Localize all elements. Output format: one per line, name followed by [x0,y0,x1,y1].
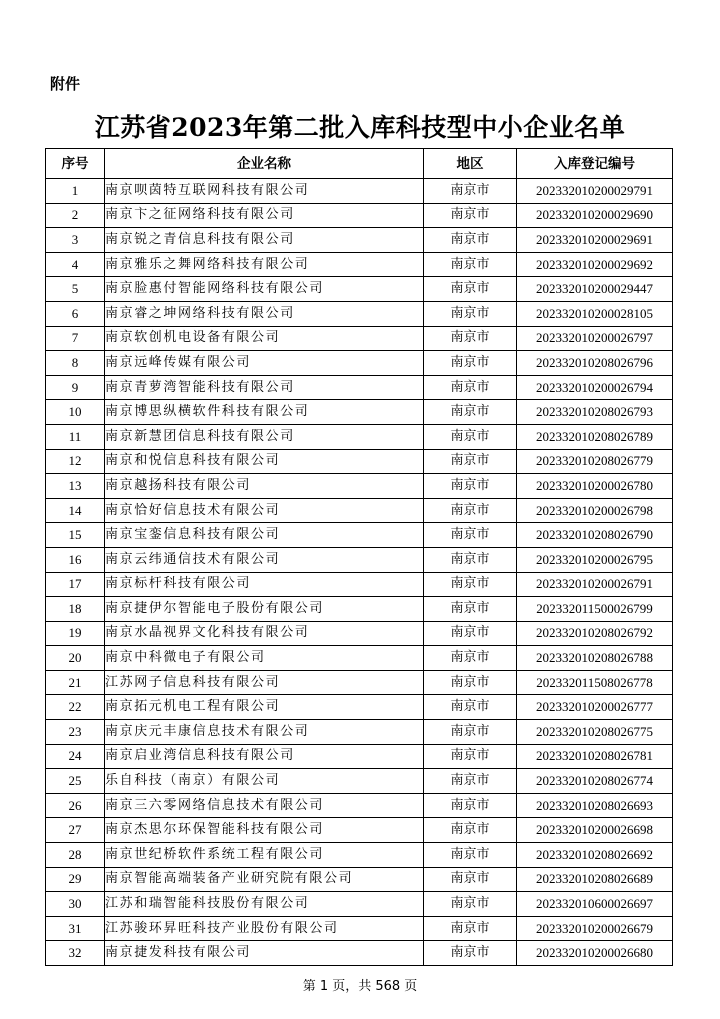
cell-enterprise-name: 南京新慧团信息科技有限公司 [105,424,424,449]
cell-serial-number: 25 [46,769,105,794]
cell-region: 南京市 [424,744,517,769]
table-header-row [46,149,673,179]
cell-region: 南京市 [424,769,517,794]
table-row [46,301,673,326]
cell-region: 南京市 [424,203,517,228]
table-row [46,547,673,572]
cell-enterprise-name: 南京水晶视界文化科技有限公司 [105,621,424,646]
cell-serial-number: 22 [46,695,105,720]
cell-registration-code: 202332011500026799 [517,597,673,622]
cell-registration-code: 202332010208026689 [517,867,673,892]
cell-enterprise-name: 南京博思纵横软件科技有限公司 [105,400,424,425]
cell-region: 南京市 [424,179,517,204]
cell-serial-number: 29 [46,867,105,892]
cell-enterprise-name: 南京宝銮信息科技有限公司 [105,523,424,548]
cell-enterprise-name: 南京呗茵特互联网科技有限公司 [105,179,424,204]
table-row [46,572,673,597]
table-row [46,326,673,351]
cell-serial-number: 10 [46,400,105,425]
cell-enterprise-name: 江苏和瑞智能科技股份有限公司 [105,892,424,917]
cell-registration-code: 202332010208026692 [517,843,673,868]
cell-region: 南京市 [424,646,517,671]
table-row [46,892,673,917]
cell-region: 南京市 [424,301,517,326]
table-row [46,252,673,277]
table-row [46,523,673,548]
cell-enterprise-name: 南京拓元机电工程有限公司 [105,695,424,720]
table-row [46,424,673,449]
cell-serial-number: 3 [46,228,105,253]
table-row [46,179,673,204]
cell-serial-number: 9 [46,375,105,400]
table-row [46,769,673,794]
cell-region: 南京市 [424,449,517,474]
cell-enterprise-name: 乐自科技（南京）有限公司 [105,769,424,794]
cell-region: 南京市 [424,547,517,572]
table-row [46,793,673,818]
cell-registration-code: 202332011508026778 [517,670,673,695]
cell-registration-code: 202332010200029447 [517,277,673,302]
cell-registration-code: 202332010208026775 [517,720,673,745]
cell-region: 南京市 [424,375,517,400]
cell-registration-code: 202332010200029692 [517,252,673,277]
cell-enterprise-name: 南京中科微电子有限公司 [105,646,424,671]
cell-enterprise-name: 南京脸惠付智能网络科技有限公司 [105,277,424,302]
cell-registration-code: 202332010208026779 [517,449,673,474]
cell-serial-number: 20 [46,646,105,671]
cell-region: 南京市 [424,621,517,646]
cell-region: 南京市 [424,572,517,597]
table-row [46,646,673,671]
cell-region: 南京市 [424,424,517,449]
cell-region: 南京市 [424,867,517,892]
table-row [46,843,673,868]
table-row [46,498,673,523]
table-row [46,375,673,400]
cell-registration-code: 202332010208026789 [517,424,673,449]
cell-region: 南京市 [424,818,517,843]
cell-enterprise-name: 南京雅乐之舞网络科技有限公司 [105,252,424,277]
table-row [46,744,673,769]
cell-region: 南京市 [424,326,517,351]
cell-enterprise-name: 南京捷发科技有限公司 [105,941,424,966]
cell-registration-code: 202332010200026777 [517,695,673,720]
cell-serial-number: 6 [46,301,105,326]
cell-registration-code: 202332010200026698 [517,818,673,843]
table-row [46,277,673,302]
cell-serial-number: 5 [46,277,105,302]
cell-enterprise-name: 南京远峰传媒有限公司 [105,351,424,376]
cell-enterprise-name: 南京软创机电设备有限公司 [105,326,424,351]
cell-registration-code: 202332010200029791 [517,179,673,204]
cell-enterprise-name: 南京和悦信息科技有限公司 [105,449,424,474]
cell-registration-code: 202332010208026781 [517,744,673,769]
cell-registration-code: 202332010208026788 [517,646,673,671]
table-row [46,597,673,622]
cell-registration-code: 202332010208026790 [517,523,673,548]
cell-region: 南京市 [424,793,517,818]
cell-registration-code: 202332010200026798 [517,498,673,523]
cell-serial-number: 26 [46,793,105,818]
cell-serial-number: 14 [46,498,105,523]
cell-enterprise-name: 南京智能高端装备产业研究院有限公司 [105,867,424,892]
cell-enterprise-name: 南京锐之青信息科技有限公司 [105,228,424,253]
cell-region: 南京市 [424,474,517,499]
table-row [46,351,673,376]
header-enterprise-name: 企业名称 [105,149,424,179]
attachment-label: 附件 [50,75,81,93]
cell-registration-code: 202332010208026774 [517,769,673,794]
cell-registration-code: 202332010200026791 [517,572,673,597]
cell-region: 南京市 [424,670,517,695]
cell-region: 南京市 [424,916,517,941]
cell-serial-number: 24 [46,744,105,769]
cell-enterprise-name: 南京捷伊尔智能电子股份有限公司 [105,597,424,622]
cell-serial-number: 31 [46,916,105,941]
cell-enterprise-name: 南京青萝湾智能科技有限公司 [105,375,424,400]
cell-region: 南京市 [424,941,517,966]
cell-region: 南京市 [424,720,517,745]
table-row [46,720,673,745]
header-registration-code: 入库登记编号 [517,149,673,179]
cell-serial-number: 12 [46,449,105,474]
cell-region: 南京市 [424,277,517,302]
cell-registration-code: 202332010208026796 [517,351,673,376]
cell-serial-number: 21 [46,670,105,695]
cell-enterprise-name: 南京睿之坤网络科技有限公司 [105,301,424,326]
cell-registration-code: 202332010200026679 [517,916,673,941]
cell-region: 南京市 [424,228,517,253]
table-row [46,867,673,892]
cell-enterprise-name: 南京越扬科技有限公司 [105,474,424,499]
table-row [46,228,673,253]
page-footer: 第 1 页，共 568 页 [302,979,418,994]
cell-serial-number: 18 [46,597,105,622]
cell-region: 南京市 [424,498,517,523]
table-row [46,941,673,966]
cell-enterprise-name: 南京世纪桥软件系统工程有限公司 [105,843,424,868]
cell-region: 南京市 [424,523,517,548]
table-row [46,621,673,646]
cell-region: 南京市 [424,695,517,720]
header-region: 地区 [424,149,517,179]
table-row [46,695,673,720]
cell-serial-number: 27 [46,818,105,843]
table-row [46,449,673,474]
cell-registration-code: 202332010200026795 [517,547,673,572]
cell-registration-code: 202332010200029691 [517,228,673,253]
cell-registration-code: 202332010200026794 [517,375,673,400]
cell-serial-number: 32 [46,941,105,966]
cell-registration-code: 202332010208026693 [517,793,673,818]
table-row [46,474,673,499]
table-body [46,179,673,966]
cell-serial-number: 7 [46,326,105,351]
header-serial-number: 序号 [46,149,105,179]
cell-registration-code: 202332010208026793 [517,400,673,425]
table-row [46,400,673,425]
cell-registration-code: 202332010208026792 [517,621,673,646]
cell-serial-number: 1 [46,179,105,204]
cell-serial-number: 23 [46,720,105,745]
table-row [46,916,673,941]
table-row [46,203,673,228]
cell-serial-number: 19 [46,621,105,646]
cell-serial-number: 28 [46,843,105,868]
cell-registration-code: 202332010600026697 [517,892,673,917]
cell-serial-number: 11 [46,424,105,449]
cell-region: 南京市 [424,400,517,425]
table-row [46,670,673,695]
cell-serial-number: 4 [46,252,105,277]
enterprise-table [45,148,673,966]
cell-region: 南京市 [424,843,517,868]
cell-region: 南京市 [424,597,517,622]
cell-registration-code: 202332010200026680 [517,941,673,966]
cell-registration-code: 202332010200026797 [517,326,673,351]
cell-registration-code: 202332010200028105 [517,301,673,326]
cell-region: 南京市 [424,252,517,277]
cell-registration-code: 202332010200026780 [517,474,673,499]
cell-enterprise-name: 江苏网子信息科技有限公司 [105,670,424,695]
cell-enterprise-name: 江苏骏环昇旺科技产业股份有限公司 [105,916,424,941]
cell-serial-number: 13 [46,474,105,499]
cell-serial-number: 15 [46,523,105,548]
cell-serial-number: 16 [46,547,105,572]
page-title: 江苏省2023年第二批入库科技型中小企业名单 [94,113,626,142]
cell-region: 南京市 [424,892,517,917]
cell-enterprise-name: 南京启业湾信息科技有限公司 [105,744,424,769]
cell-enterprise-name: 南京恰好信息技术有限公司 [105,498,424,523]
cell-enterprise-name: 南京卞之征网络科技有限公司 [105,203,424,228]
cell-serial-number: 30 [46,892,105,917]
cell-enterprise-name: 南京杰思尔环保智能科技有限公司 [105,818,424,843]
table-row [46,818,673,843]
cell-enterprise-name: 南京庆元丰康信息技术有限公司 [105,720,424,745]
cell-enterprise-name: 南京云纬通信技术有限公司 [105,547,424,572]
cell-enterprise-name: 南京三六零网络信息技术有限公司 [105,793,424,818]
cell-region: 南京市 [424,351,517,376]
cell-serial-number: 2 [46,203,105,228]
cell-enterprise-name: 南京标杆科技有限公司 [105,572,424,597]
cell-serial-number: 8 [46,351,105,376]
cell-registration-code: 202332010200029690 [517,203,673,228]
cell-serial-number: 17 [46,572,105,597]
